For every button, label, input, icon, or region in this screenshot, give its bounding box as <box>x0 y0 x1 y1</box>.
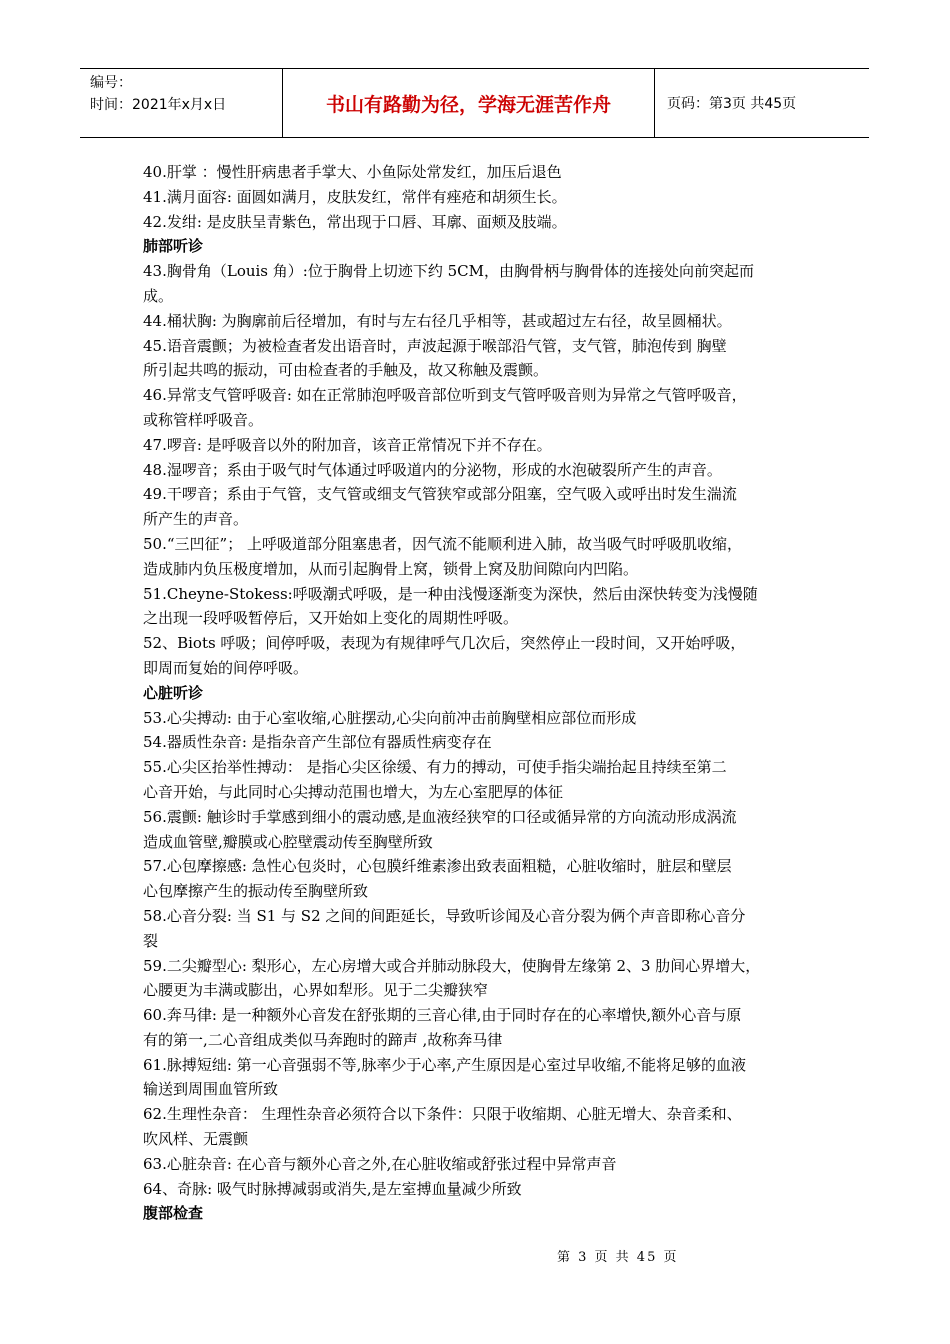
header-meta <box>80 69 283 137</box>
header-page-info: 页码：第3页 共45页 <box>667 96 797 112</box>
text-line: 或称管样呼吸音。 <box>143 410 264 429</box>
text-line: 62.生理性杂音： 生理性杂音必须符合以下条件：只限于收缩期、心脏无增大、杂音柔和、 <box>143 1105 742 1124</box>
text-line: 吹风样、无震颤 <box>143 1130 249 1149</box>
text-line: 60.奔马律: 是一种额外心音发在舒张期的三音心律,由于同时存在的心率增快,额外心音与原 <box>143 1006 742 1025</box>
text-line: 41.满月面容: 面圆如满月，皮肤发红，常伴有痤疮和胡须生长。 <box>143 187 567 206</box>
text-line: 63.心脏杂音: 在心音与额外心音之外,在心脏收缩或舒张过程中异常声音 <box>143 1154 617 1173</box>
text-line: 心腰更为丰满或膨出，心界如犁形。见于二尖瓣狭窄 <box>143 981 489 1000</box>
text-line: 造成肺内负压极度增加，从而引起胸骨上窝，锁骨上窝及肋间隙向内凹陷。 <box>143 559 639 578</box>
text-line: 42.发绀: 是皮肤呈青紫色，常出现于口唇、耳廓、面颊及肢端。 <box>143 212 567 231</box>
text-line: 有的第一,二心音组成类似马奔跑时的蹄声 ,故称奔马律 <box>143 1030 503 1049</box>
number-label: 编号： <box>90 75 132 91</box>
date-label: 时间：2021年x月x日 <box>90 97 227 113</box>
text-line: 55.心尖区抬举性搏动： 是指心尖区徐缓、有力的搏动，可使手指尖端抬起且持续至第二 <box>143 758 727 777</box>
document-body <box>143 160 815 1226</box>
text-line: 54.器质性杂音: 是指杂音产生部位有器质性病变存在 <box>143 733 492 752</box>
text-line: 53.心尖搏动: 由于心室收缩,心脏摆动,心尖向前冲击前胸壁相应部位而形成 <box>143 708 637 727</box>
section-heading: 腹部检查 <box>143 1204 204 1223</box>
text-line: 心音开始，与此同时心尖搏动范围也增大，为左心室肥厚的体征 <box>143 782 564 801</box>
text-line: 51.Cheyne-Stokess:呼吸潮式呼吸，是一种由浅慢逐渐变为深快，然后由深快转变为浅慢随 <box>143 584 758 603</box>
text-line: 58.心音分裂: 当 S1 与 S2 之间的间距延长，导致听诊闻及心音分裂为俩个声音即称心音分 <box>143 906 746 925</box>
text-line: 49.干啰音；系由于气管，支气管或细支气管狭窄或部分阻塞，空气吸入或呼出时发生湍流 <box>143 485 737 504</box>
text-line: 所引起共鸣的振动，可由检查者的手触及，故又称触及震颤。 <box>143 361 549 380</box>
text-line: 之出现一段呼吸暂停后，又开始如上变化的周期性呼吸。 <box>143 609 519 628</box>
text-line: 造成血管壁,瓣膜或心腔壁震动传至胸壁所致 <box>143 832 433 851</box>
text-line: 成。 <box>143 286 174 305</box>
page-header <box>80 68 869 138</box>
text-line: 59.二尖瓣型心: 梨形心，左心房增大或合并肺动脉段大，使胸骨左缘第 2、3 肋间心界增大， <box>143 956 761 975</box>
text-line: 48.湿啰音；系由于吸气时气体通过呼吸道内的分泌物，形成的水泡破裂所产生的声音。 <box>143 460 722 479</box>
text-line: 43.胸骨角（Louis 角）:位于胸骨上切迹下约 5CM，由胸骨柄与胸骨体的连接处向前突起而 <box>143 262 754 281</box>
text-line: 46.异常支气管呼吸音: 如在正常肺泡呼吸音部位听到支气管呼吸音则为异常之气管呼吸音， <box>143 386 747 405</box>
text-line: 输送到周围血管所致 <box>143 1080 279 1099</box>
text-line: 50.“三凹征”； 上呼吸道部分阻塞患者，因气流不能顺利进入肺，故当吸气时呼吸肌收缩， <box>143 534 742 553</box>
section-heading: 肺部听诊 <box>143 237 204 256</box>
header-motto: 书山有路勤为径，学海无涯苦作舟 <box>283 69 655 137</box>
text-line: 裂 <box>143 931 159 950</box>
text-line: 64、奇脉: 吸气时脉搏减弱或消失,是左室搏血量减少所致 <box>143 1179 522 1198</box>
text-line: 47.啰音: 是呼吸音以外的附加音，该音正常情况下并不存在。 <box>143 435 552 454</box>
text-line: 61.脉搏短绌: 第一心音强弱不等,脉率少于心率,产生原因是心室过早收缩,不能将足够的血液 <box>143 1055 746 1074</box>
text-line: 即周而复始的间停呼吸。 <box>143 658 309 677</box>
text-line: 心包摩擦产生的振动传至胸壁所致 <box>143 882 369 901</box>
text-line: 44.桶状胸: 为胸廓前后径增加，有时与左右径几乎相等，甚或超过左右径，故呈圆桶状。 <box>143 311 732 330</box>
text-line: 所产生的声音。 <box>143 510 249 529</box>
section-heading: 心脏听诊 <box>143 683 204 702</box>
text-line: 57.心包摩擦感: 急性心包炎时，心包膜纤维素渗出致表面粗糙，心脏收缩时，脏层和壁层 <box>143 857 732 876</box>
text-line: 45.语音震颤；为被检查者发出语音时，声波起源于喉部沿气管，支气管，肺泡传到 胸壁 <box>143 336 727 355</box>
text-line: 56.震颤: 触诊时手掌感到细小的震动感,是血液经狭窄的口径或循异常的方向流动形成涡流 <box>143 807 737 826</box>
text-line: 40.肝掌 ：慢性肝病患者手掌大、小鱼际处常发红，加压后退色 <box>143 163 562 181</box>
text-line: 52、Biots 呼吸；间停呼吸，表现为有规律呼气几次后，突然停止一段时间，又开始呼吸， <box>143 634 746 653</box>
footer-page-number: 第 3 页 共 45 页 <box>557 1250 679 1265</box>
